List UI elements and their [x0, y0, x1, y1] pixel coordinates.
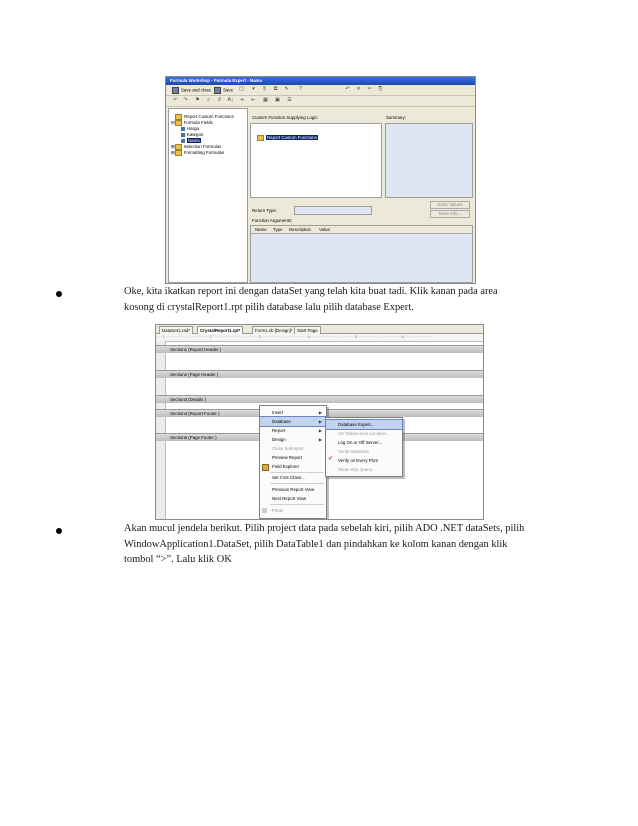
menu-item-verify-every-print[interactable]: ✔ Verify on Every Print	[328, 456, 378, 463]
tree-item[interactable]: ⊞ Selection Formulas	[171, 144, 222, 150]
disk-icon	[214, 87, 221, 94]
section-page-header[interactable]: Section2 (Page Header )	[156, 370, 483, 378]
paste-icon[interactable]: ⎘	[378, 86, 383, 92]
crystal-report-designer-screenshot	[155, 324, 484, 520]
section-report-footer[interactable]: Section4 (Report Footer )	[156, 409, 483, 417]
save-icon	[172, 87, 179, 94]
menu-item-field-explorer[interactable]: Field Explorer	[260, 462, 326, 471]
edit-icon[interactable]: ✎	[284, 86, 289, 92]
dropdown-icon[interactable]: ▾	[252, 86, 255, 92]
tree-item[interactable]: ⊟ Formula Fields	[171, 120, 213, 126]
indent-icon[interactable]: ⇥	[239, 97, 244, 103]
submenu-arrow-icon: ▶	[318, 419, 322, 424]
save-button[interactable]: Save	[214, 87, 233, 93]
document-tabs	[156, 325, 483, 334]
summary-label: Summary:	[386, 115, 407, 120]
formula-field-icon	[181, 127, 185, 131]
tab-form-design[interactable]: Form1.vb [Design]*	[252, 326, 296, 334]
menu-item-set-css-class[interactable]: Set CSS Class...	[272, 475, 305, 480]
ruler: · · · 1 · · · · · · · · · · · · · · · · · · · · 2 · · · · · · · · · · · · · · · · · · · · · 3 · · · · · · · · · · · · · · · · · · · · · 4 · · · · · · · · · · · · · · · · · · · · 5 · · · · · · · · · · · · · · · · · · · · 6 · · · · · · · · · · · · · ·	[156, 334, 483, 342]
formula-field-icon	[181, 139, 185, 143]
tab-crystal-report[interactable]: CrystalReport1.rpt*	[197, 326, 243, 334]
field-explorer-icon	[262, 464, 269, 471]
tree-item-selected[interactable]: Nama	[181, 138, 201, 143]
bullet-icon	[56, 528, 62, 534]
column-header: Description	[289, 227, 311, 232]
formula-field-icon	[181, 133, 185, 137]
forward-icon[interactable]: ↷	[183, 97, 188, 103]
tab-start-page[interactable]: Start Page	[294, 326, 321, 334]
toolbar-top	[166, 85, 475, 96]
folder-icon	[257, 135, 264, 141]
outdent-icon[interactable]: ⇤	[251, 97, 256, 103]
submenu-arrow-icon: ▶	[318, 410, 322, 415]
tree-item[interactable]: Kategori	[181, 132, 203, 137]
return-type-label: Return Type:	[252, 208, 278, 213]
paragraph-1-text: Oke, kita ikatkan report ini dengan dataSet yang telah kita buat tadi. Klik kanan pada area kosong di crystalReport1.rpt pilih database lalu pilih database Expert.	[124, 286, 498, 313]
paragraph-2	[76, 521, 526, 568]
menu-item-design[interactable]: Design ▶	[272, 437, 322, 442]
toggle-icon[interactable]: ▣	[275, 97, 280, 103]
formula-tree	[168, 108, 248, 283]
help-icon[interactable]: ?	[299, 86, 302, 92]
menu-item-database[interactable]: Database ▶	[260, 417, 326, 426]
folder-icon	[175, 150, 182, 156]
section-gutter	[156, 341, 166, 519]
paste-icon	[262, 508, 267, 513]
summary-pane	[385, 123, 473, 198]
tree-item[interactable]: ⊞ Formatting Formulas	[171, 150, 225, 156]
menu-item-next-report-view[interactable]: Next Report View	[272, 496, 307, 501]
window-title: Formula Workshop - Formula Expert - Nama	[166, 77, 475, 85]
enter-values-button[interactable]: Enter Values	[430, 201, 470, 209]
return-type-field[interactable]	[294, 206, 372, 215]
function-arguments-label: Function Arguments:	[252, 218, 293, 223]
menu-item-show-sql-query[interactable]: Show SQL Query...	[338, 467, 376, 472]
column-header: Value	[319, 227, 330, 232]
delete-icon[interactable]: ✕	[356, 86, 361, 92]
back-icon[interactable]: ↶	[173, 97, 178, 103]
menu-item-log-on-off-server[interactable]: Log On or Off Server...	[338, 440, 383, 445]
section-report-header[interactable]: Section1 (Report Header )	[156, 345, 483, 353]
formula-icon[interactable]: §	[263, 86, 266, 92]
submenu-arrow-icon: ▶	[318, 428, 322, 433]
list-icon[interactable]: ☰	[287, 97, 292, 103]
grid-icon[interactable]: ▦	[263, 97, 268, 103]
menu-separator	[270, 504, 324, 505]
checkmark-icon: ✔	[328, 456, 334, 462]
paragraph-2-text: Akan mucul jendela berikut. Pilih project data pada sebelah kiri, pilih ADO .NET dataSets, pilih WindowApplication1.DataSet, pilih DataTable1 dan pindahkan ke kolom kanan dengan klik tombol “>”. Lalu klik OK	[124, 523, 525, 566]
tab-dataset[interactable]: DataSet1.xsd*	[159, 326, 193, 334]
menu-item-verify-database[interactable]: Verify Database	[338, 449, 369, 454]
menu-item-insert[interactable]: Insert ▶	[272, 410, 322, 415]
menu-item-previous-report-view[interactable]: Previous Report View	[272, 487, 315, 492]
menu-item-database-expert[interactable]: Database Expert...	[326, 420, 402, 429]
bullet-icon	[56, 291, 62, 297]
section-page-footer[interactable]: Section5 (Page Footer )	[156, 433, 483, 441]
menu-item-preview-report[interactable]: Preview Report	[272, 455, 303, 460]
bookmark-icon[interactable]: ⚑	[195, 97, 200, 103]
paragraph-1	[76, 284, 526, 315]
column-header: Name	[255, 227, 267, 232]
toolbar-bottom	[166, 96, 475, 107]
custom-function-label: Custom Function Supplying Logic:	[252, 115, 319, 120]
menu-item-report[interactable]: Report ▶	[272, 428, 322, 433]
menu-item-close-subreport[interactable]: Close Subreport	[272, 446, 304, 451]
tree-item[interactable]: Report Custom Functions	[175, 114, 234, 119]
menu-item-paste[interactable]: Paste	[260, 506, 326, 515]
new-icon[interactable]: ▢	[239, 86, 244, 92]
function-editor[interactable]	[250, 123, 382, 198]
copy-icon[interactable]: ⧉	[273, 86, 278, 92]
submenu-arrow-icon: ▶	[318, 437, 322, 442]
database-submenu	[325, 417, 403, 477]
tree-item[interactable]: Harga	[181, 126, 199, 131]
menu-item-set-datasource-location[interactable]: Set Datasource Location...	[338, 431, 390, 436]
arguments-grid[interactable]	[250, 225, 473, 283]
context-menu	[259, 405, 327, 519]
grid-header	[251, 226, 472, 234]
menu-separator	[270, 483, 324, 484]
function-item[interactable]: Report Custom Functions	[257, 135, 318, 141]
save-close-button[interactable]: Save and close	[172, 87, 211, 93]
section-details[interactable]: Section3 (Details )	[156, 395, 483, 403]
comment-icon[interactable]: //	[218, 97, 221, 103]
undo-icon[interactable]: ↶	[345, 86, 350, 92]
find-icon[interactable]: ⌕	[207, 97, 210, 103]
column-header: Type	[273, 227, 283, 232]
formula-workshop-screenshot	[165, 76, 476, 284]
more-info-button[interactable]: More Info...	[430, 210, 470, 218]
cut-icon[interactable]: ✂	[367, 86, 372, 92]
sort-icon[interactable]: A↕	[227, 97, 234, 103]
